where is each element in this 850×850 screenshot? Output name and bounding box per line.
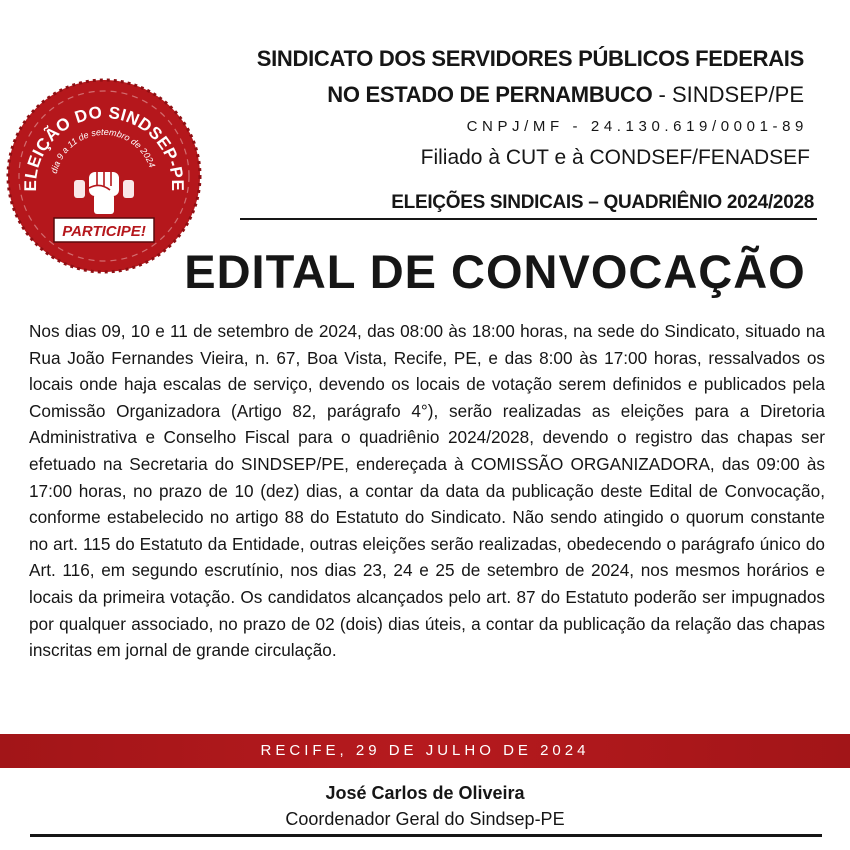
document-title: EDITAL DE CONVOCAÇÃO bbox=[184, 245, 806, 298]
signer-name: José Carlos de Oliveira bbox=[325, 783, 525, 803]
publication-date: RECIFE, 29 DE JULHO DE 2024 bbox=[260, 742, 590, 759]
union-acronym: - SINDSEP/PE bbox=[652, 82, 804, 107]
participe-banner bbox=[54, 218, 154, 242]
elections-heading: ELEIÇÕES SINDICAIS – QUADRIÊNIO 2024/2028 bbox=[391, 192, 814, 213]
stamp-dates-text: dia 9 a 11 de setembro de 2024 bbox=[48, 126, 158, 175]
date-band bbox=[0, 734, 850, 768]
union-name-line1: SINDICATO DOS SERVIDORES PÚBLICOS FEDERAIS bbox=[256, 46, 804, 71]
union-state: NO ESTADO DE PERNAMBUCO bbox=[327, 82, 653, 107]
stamp-banner-text: PARTICIPE! bbox=[62, 223, 146, 240]
signer-role: Coordenador Geral do Sindsep-PE bbox=[285, 809, 565, 829]
cnpj-number: CNPJ/MF - 24.130.619/0001-89 bbox=[466, 118, 808, 135]
heading-underline bbox=[240, 218, 817, 220]
affiliation-text: Filiado à CUT e à CONDSEF/FENADSEF bbox=[420, 146, 810, 169]
notice-body: Nos dias 09, 10 e 11 de setembro de 2024, das 08:00 às 18:00 horas, na sede do Sindicato, situado na Rua João Fernandes Vieira, n. 67, Boa Vista, Recife, PE, e das 8:00 às 17:00 horas, ressalvados os locais onde haja escalas de serviço, devendo os locais de votação serem definidos e publicados pela Comissão Organizadora (Artigo 82, parágrafo 4°), serão realizadas as eleições para a Diretoria Administrativa e Conselho Fiscal para o quadriênio 2024/2028, devendo o registro das chapas ser efetuado na Secretaria do SINDSEP/PE, endereçada à COMISSÃO ORGANIZADORA, das 09:00 às 17:00 horas, no prazo de 10 (dez) dias, a contar da data da publicação deste Edital de Convocação, conforme estabelecido no artigo 88 do Estatuto do Sindicato. Não sendo atingido o quorum constante no art. 115 do Estatuto da Entidade, outras eleições serão realizadas, obedecendo o parágrafo único do Art. 116, em segundo escrutínio, nos dias 23, 24 e 25 de setembro de 2024, nos mesmos horários e locais da primeira votação. Os candidatos alcançados pelo art. 87 do Estatuto poderão ser impugnados por qualquer associado, no prazo de 02 (dois) dias úteis, a contar da publicação da relação das chapas inscritas em jornal de grande circulação. bbox=[29, 321, 825, 661]
union-name-line2 bbox=[327, 82, 804, 108]
stamp-arc-text: ELEIÇÃO DO SINDSEP-PE bbox=[20, 102, 188, 192]
bottom-divider bbox=[30, 834, 822, 837]
